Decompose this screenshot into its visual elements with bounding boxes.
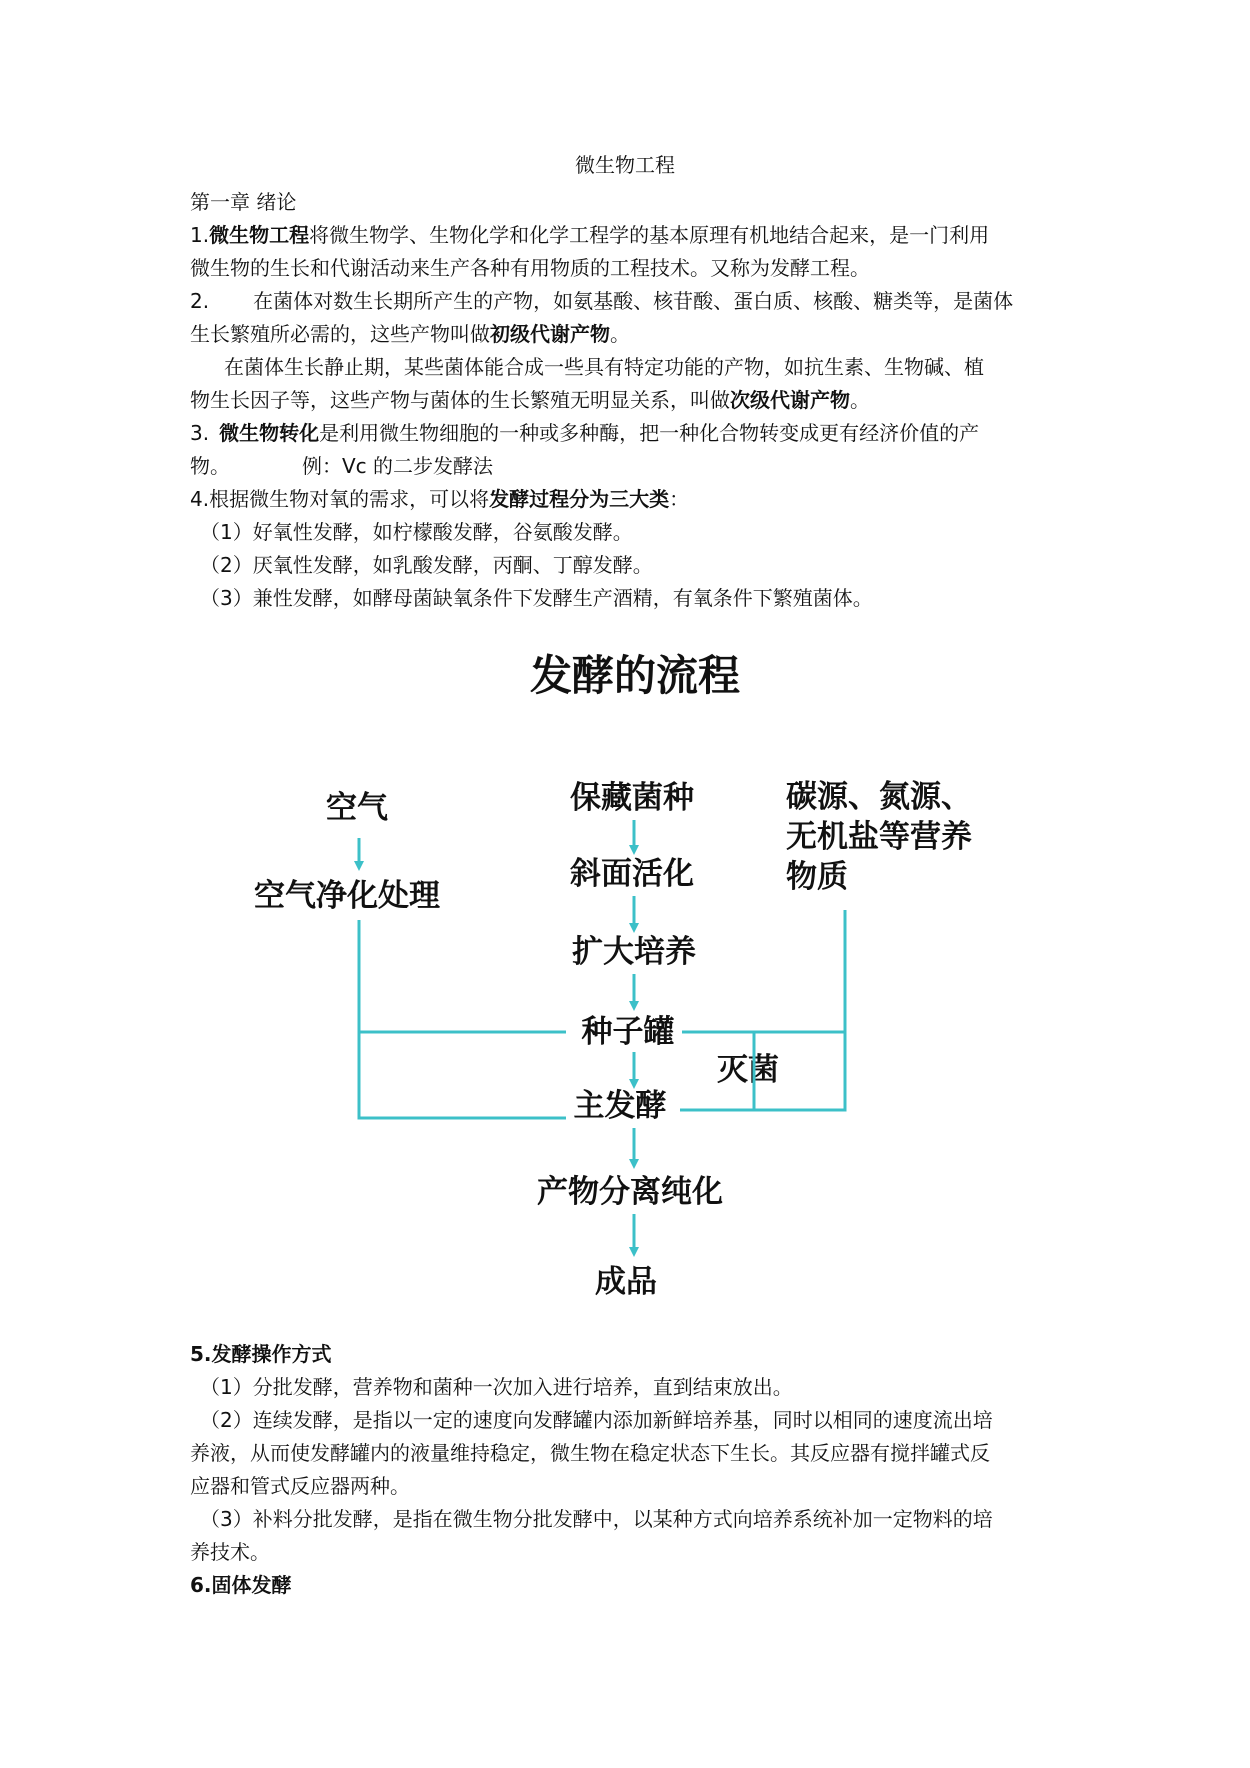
diagram-title: 发酵的流程 [529, 651, 741, 700]
list-item: （1）好氧性发酵，如柠檬酸发酵，谷氨酸发酵。 [200, 520, 633, 544]
list-item-continuation: 养技术。 [190, 1540, 270, 1564]
node-preserved-strain: 保藏菌种 [570, 780, 694, 816]
section-2-text-1: 在菌体对数生长期所产生的产物，如氨基酸、核苷酸、蛋白质、核酸、糖类等，是菌体 [253, 289, 1014, 313]
section-2-line-1 [190, 285, 1070, 318]
node-slant-activation: 斜面活化 [570, 856, 694, 892]
section-1-line-2: 微生物的生长和代谢活动来生产各种有用物质的工程技术。又称为发酵工程。 [190, 256, 870, 280]
section-2-text-4: 物生长因子等，这些产物与菌体的生长繁殖无明显关系，叫做 [190, 388, 730, 412]
chapter-heading: 第一章 绪论 [190, 190, 297, 214]
text-block-operations [190, 1338, 1070, 1602]
section-4-line-1 [190, 483, 1070, 516]
list-item: （3）补料分批发酵，是指在微生物分批发酵中，以某种方式向培养系统补加一定物料的培 [200, 1507, 993, 1531]
secondary-metabolite-term: 次级代谢产物 [730, 388, 850, 412]
section-4-term: 发酵过程分为三大类 [489, 487, 670, 511]
list-item: （2）连续发酵，是指以一定的速度向发酵罐内添加新鲜培养基，同时以相同的速度流出培 [200, 1408, 993, 1432]
primary-metabolite-term: 初级代谢产物 [490, 322, 610, 346]
list-item-continuation: 应器和管式反应器两种。 [190, 1474, 410, 1498]
node-nutrients-line-3: 物质 [786, 859, 848, 895]
list-item-continuation: 养液，从而使发酵罐内的液量维持稳定，微生物在稳定状态下生长。其反应器有搅拌罐式反 [190, 1441, 990, 1465]
node-product-separation: 产物分离纯化 [537, 1174, 723, 1210]
section-2-period-1: 。 [610, 322, 630, 346]
node-nutrients-line-2: 无机盐等营养 [786, 819, 972, 855]
section-3-number: 3. [190, 421, 210, 445]
section-4-text: 4.根据微生物对氧的需求，可以将 [190, 487, 490, 511]
section-1-line-1 [190, 219, 1070, 252]
section-1-number: 1. [190, 223, 210, 247]
fermentation-flow-diagram [0, 640, 1250, 1320]
list-item: （1）分批发酵，营养物和菌种一次加入进行培养，直到结束放出。 [200, 1375, 793, 1399]
node-main-fermentation: 主发酵 [573, 1088, 667, 1124]
section-2-text-2: 生长繁殖所必需的，这些产物叫做 [190, 322, 490, 346]
section-2-line-2 [190, 318, 1070, 351]
section-3-line-2 [190, 450, 1070, 483]
document-title: 微生物工程 [575, 153, 675, 177]
section-1-text: 将微生物学、生物化学和化学工程学的基本原理有机地结合起来，是一门利用 [309, 223, 990, 247]
node-air: 空气 [326, 790, 388, 826]
section-3-text: 是利用微生物细胞的一种或多种酶，把一种化合物转变成更有经济价值的产 [319, 421, 980, 445]
section-1-term: 微生物工程 [209, 223, 310, 247]
node-final-product: 成品 [595, 1264, 657, 1300]
section-3-line-1 [190, 417, 1070, 450]
section-3-example: 例：Vc 的二步发酵法 [302, 454, 494, 478]
node-air-purification: 空气净化处理 [254, 878, 440, 914]
air-supply-line [359, 920, 566, 1118]
list-item: （2）厌氧性发酵，如乳酸发酵，丙酮、丁醇发酵。 [200, 553, 653, 577]
section-2-period-2: 。 [850, 388, 870, 412]
node-nutrients-line-1: 碳源、氮源、 [786, 779, 972, 815]
text-block-intro [190, 186, 1070, 615]
section-2-line-3: 在菌体生长静止期，某些菌体能合成一些具有特定功能的产物，如抗生素、生物碱、植 [224, 355, 984, 379]
section-3-text-2: 物。 [190, 454, 230, 478]
section-4-colon: ： [669, 487, 690, 511]
section-5-heading: 5.发酵操作方式 [190, 1342, 332, 1366]
section-2-number: 2. [190, 289, 210, 313]
node-expanded-culture: 扩大培养 [572, 934, 696, 970]
node-sterilization: 灭菌 [717, 1052, 779, 1088]
list-item: （3）兼性发酵，如酵母菌缺氧条件下发酵生产酒精，有氧条件下繁殖菌体。 [200, 586, 873, 610]
node-seed-tank: 种子罐 [581, 1014, 675, 1050]
section-6-heading: 6.固体发酵 [190, 1573, 292, 1597]
section-3-term: 微生物转化 [219, 421, 320, 445]
section-2-line-4 [190, 384, 1070, 417]
